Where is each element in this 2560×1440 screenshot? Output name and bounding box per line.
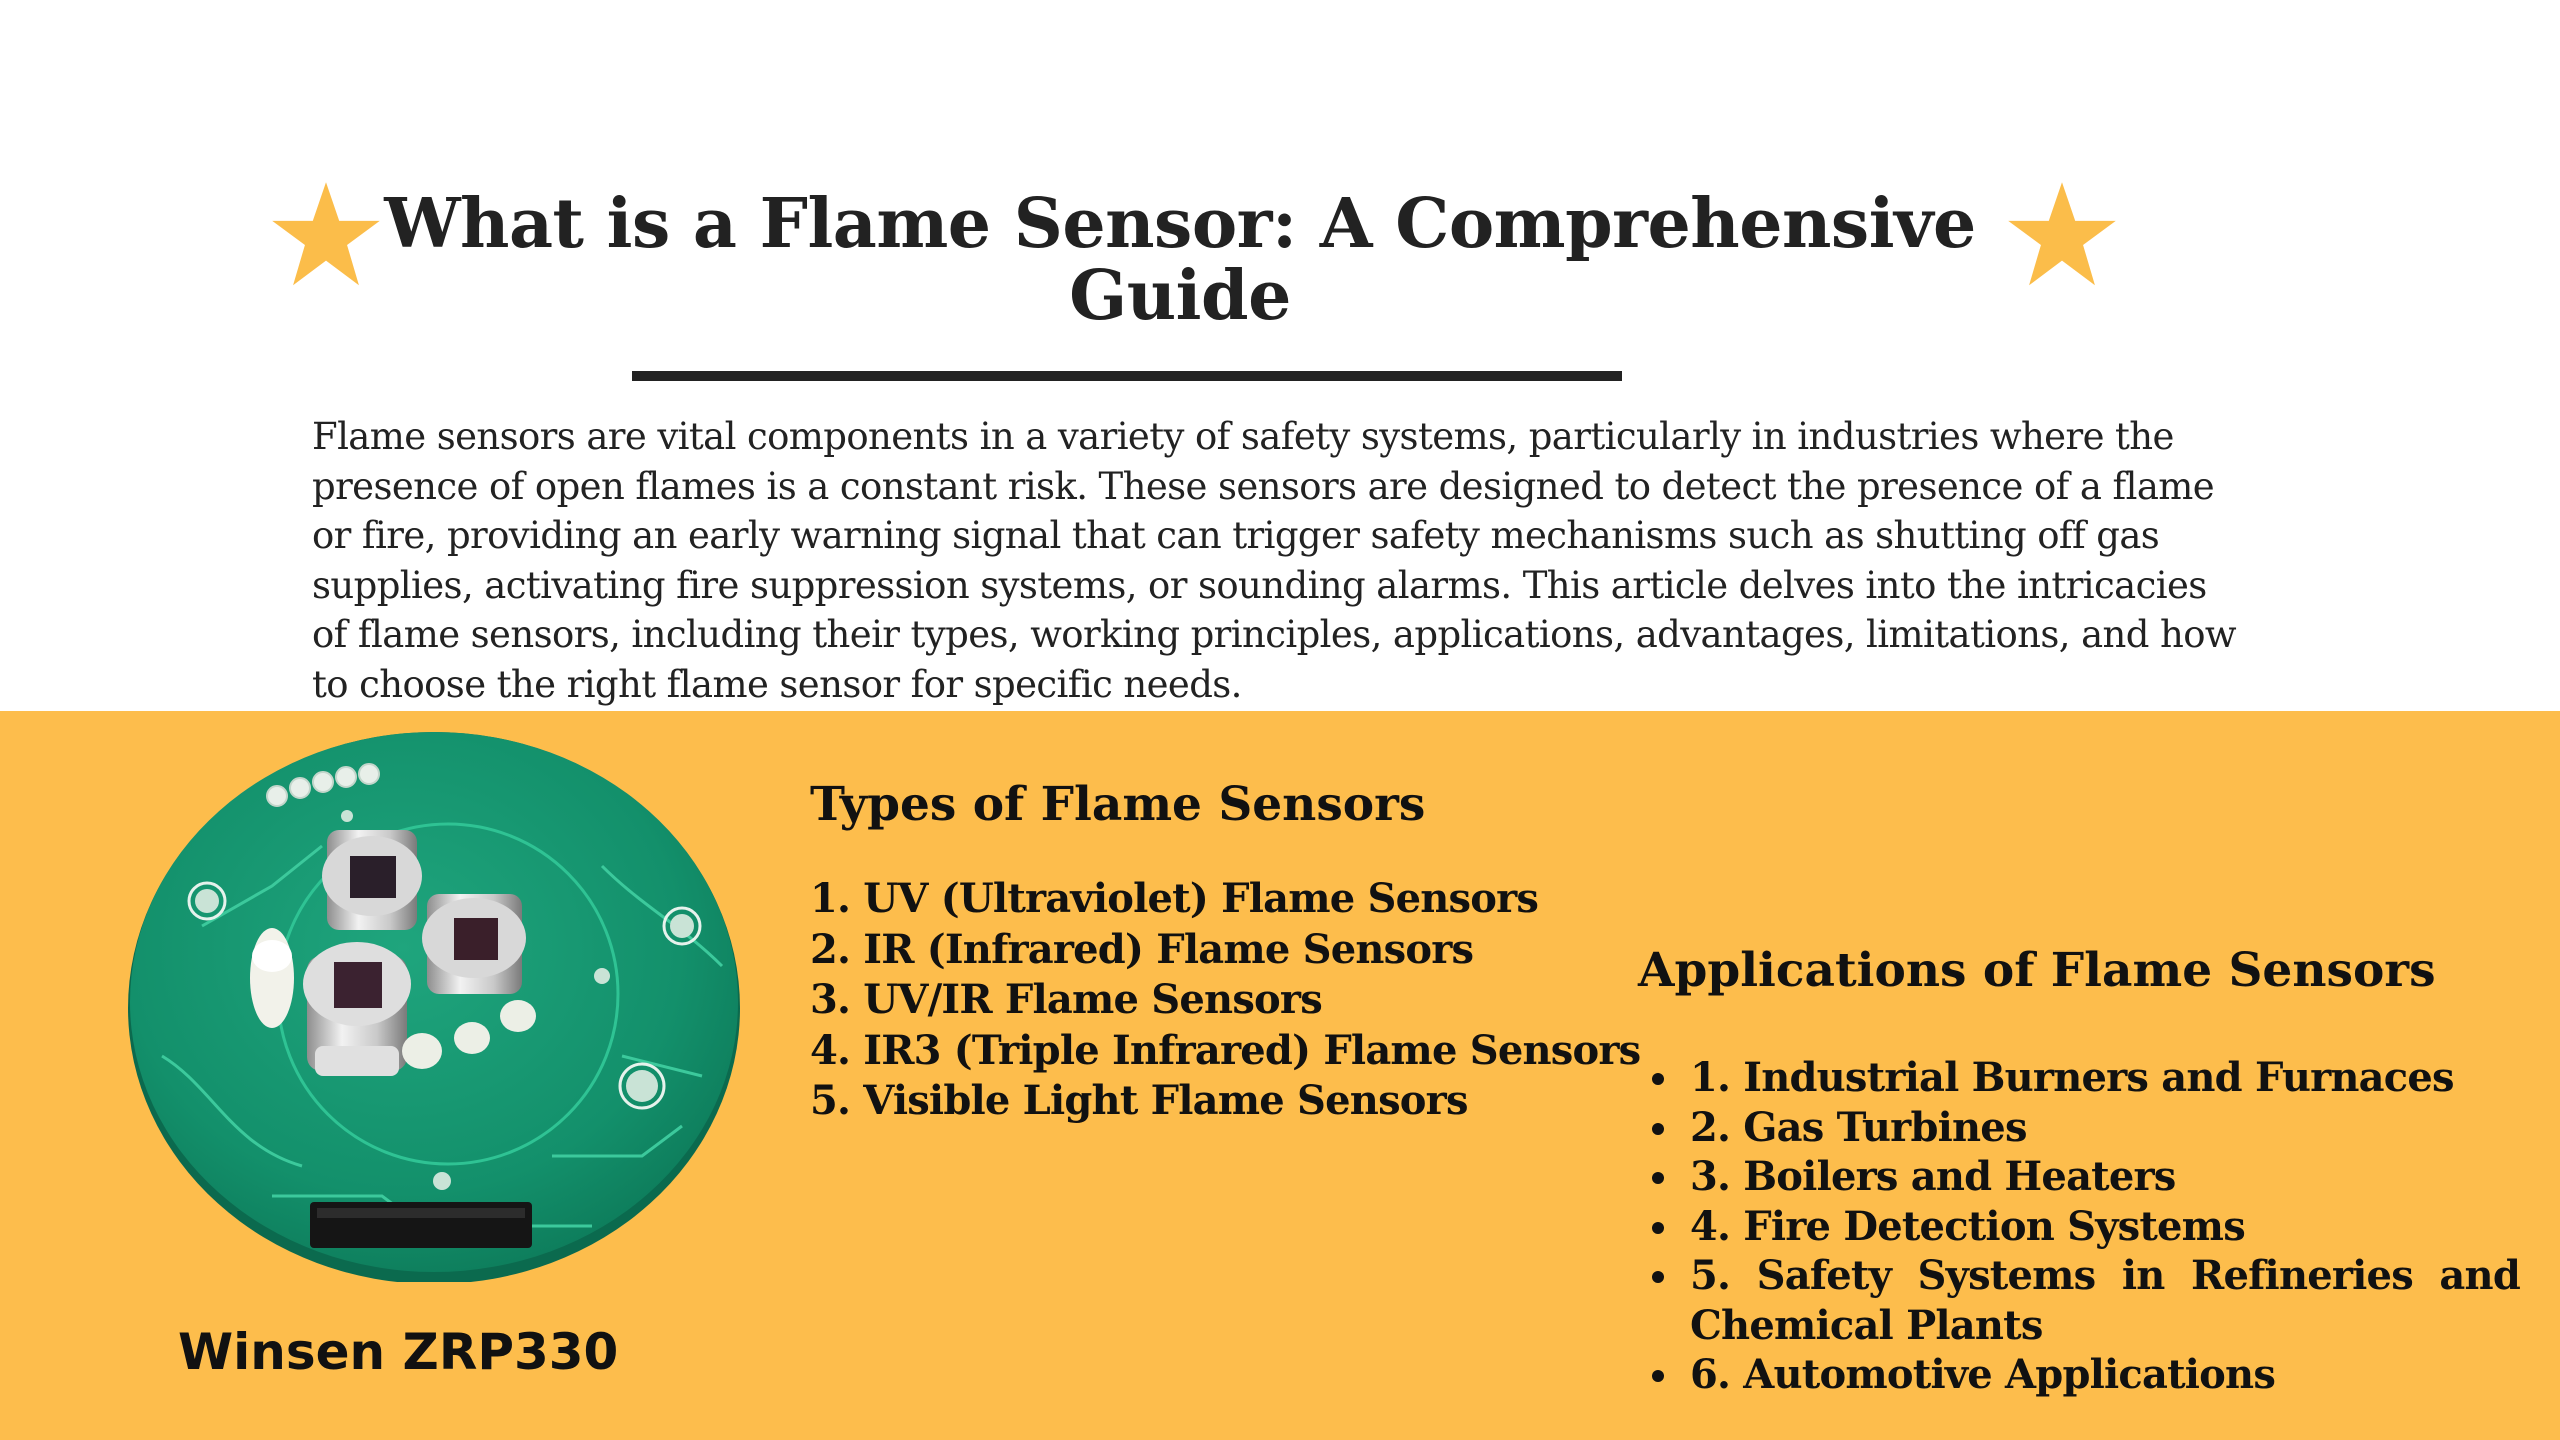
- intro-paragraph: Flame sensors are vital components in a variety of safety systems, particularly in industries where the presence of open flames is a constant risk. These sensors are designed to detect the presence of a flame or fire, providing an early warning signal that can trigger safety mechanisms such as shutting off gas supplies, activating fire suppression systems, or sounding alarms. This article delves into the intricacies of flame sensors, including their types, working principles, applications, advantages, limitations, and how to choose the right flame sensor for specific needs.: [312, 415, 2236, 706]
- applications-list-item: 5. Safety Systems in Refineries and Chemical Plants: [1690, 1252, 2520, 1349]
- applications-list-item: 1. Industrial Burners and Furnaces: [1690, 1053, 2520, 1103]
- star-icon-right: [2006, 182, 2118, 290]
- applications-list-item: 4. Fire Detection Systems: [1690, 1202, 2520, 1252]
- title-divider: [632, 371, 1622, 381]
- types-heading: Types of Flame Sensors: [810, 777, 1426, 832]
- applications-list-item: 3. Boilers and Heaters: [1690, 1152, 2520, 1202]
- page-title: What is a Flame Sensor: A Comprehensive Guide: [384, 184, 1976, 336]
- sensor-board-image: [122, 726, 747, 1282]
- types-list-item: 4. IR3 (Triple Infrared) Flame Sensors: [810, 1026, 1641, 1074]
- product-caption: Winsen ZRP330: [178, 1323, 619, 1381]
- types-list-item: 3. UV/IR Flame Sensors: [810, 976, 1322, 1023]
- applications-list: [1690, 1053, 2520, 1400]
- applications-heading: Applications of Flame Sensors: [1638, 943, 2436, 998]
- applications-list-item: 6. Automotive Applications: [1690, 1350, 2520, 1400]
- types-list-item: 2. IR (Infrared) Flame Sensors: [810, 925, 1474, 973]
- types-list: [810, 874, 1660, 1127]
- types-list-item: 5. Visible Light Flame Sensors: [810, 1077, 1468, 1124]
- applications-list-item: 2. Gas Turbines: [1690, 1103, 2520, 1153]
- types-list-item: 1. UV (Ultraviolet) Flame Sensors: [810, 875, 1539, 922]
